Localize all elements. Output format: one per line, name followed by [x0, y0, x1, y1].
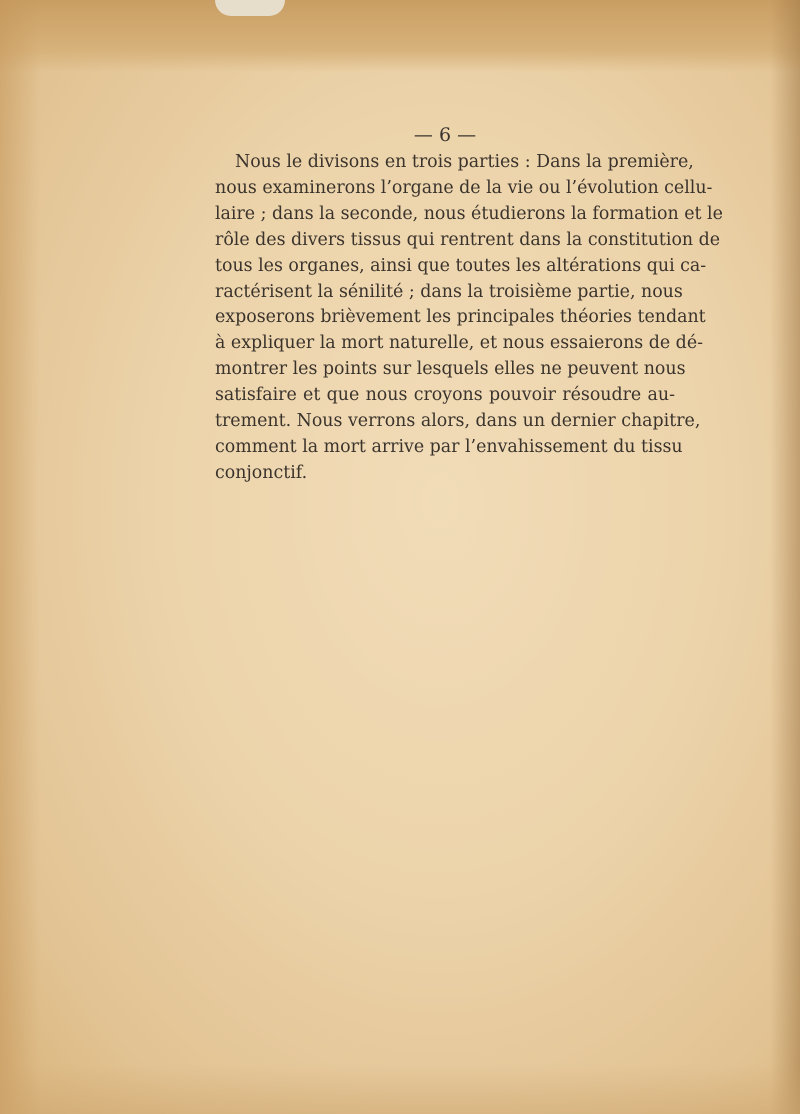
text-line: trement. Nous verrons alors, dans un dernier chapitre, [215, 411, 701, 432]
text-line: tous les organes, ainsi que toutes les altérations qui ca- [215, 255, 707, 276]
text-line: comment la mort arrive par l’envahissement du tissu [215, 436, 683, 457]
text-line: exposerons brièvement les principales théories tendant [215, 307, 706, 328]
bottom-page-edge [0, 1064, 800, 1114]
left-page-edge [0, 0, 40, 1114]
text-line: laire ; dans la seconde, nous étudierons la formation et le [215, 203, 723, 224]
text-line: nous examinerons l’organe de la vie ou l’évolution cellu- [215, 177, 713, 198]
text-line: rôle des divers tissus qui rentrent dans la constitution de [215, 229, 721, 250]
text-line: conjonctif. [215, 462, 308, 483]
text-line: Nous le divisons en trois parties : Dans la première, [235, 152, 694, 172]
text-line: à expliquer la mort naturelle, et nous essaierons de dé- [215, 333, 703, 354]
top-discolored-strip [0, 0, 800, 72]
body-paragraph [215, 150, 723, 487]
text-line: ractérisent la sénilité ; dans la troisième partie, nous [215, 281, 683, 302]
page-number: — 6 — [413, 124, 477, 146]
text-line: montrer les points sur lesquels elles ne peuvent nous [215, 359, 686, 380]
right-page-edge [770, 0, 800, 1114]
text-line: satisfaire et que nous croyons pouvoir résoudre au- [215, 385, 675, 406]
top-torn-notch [215, 0, 285, 16]
